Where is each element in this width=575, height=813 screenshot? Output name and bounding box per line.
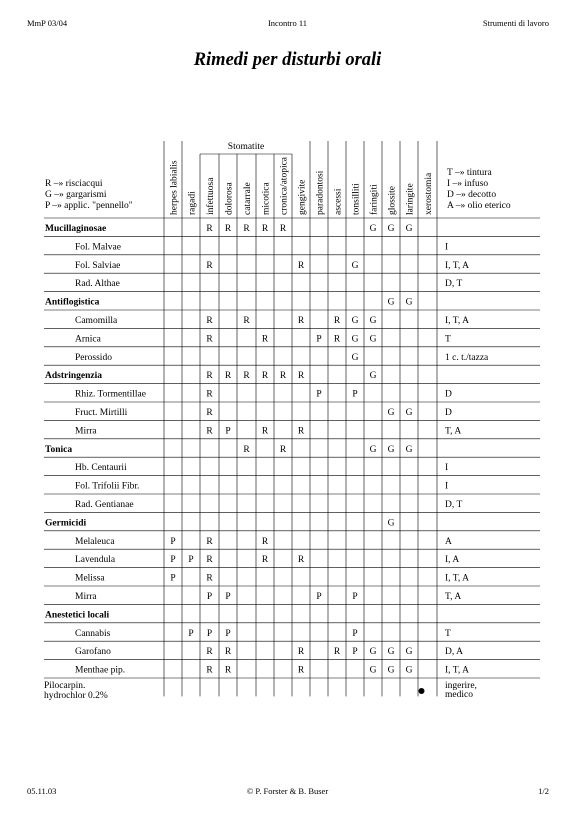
- row-label: Mirra: [75, 592, 97, 602]
- page-title: Rimedi per disturbi orali: [193, 50, 382, 70]
- preparation-cell: T, A: [445, 426, 462, 437]
- table-cell: G: [405, 647, 413, 658]
- column-header: xerostomia: [424, 172, 434, 215]
- table-cell: R: [206, 555, 213, 566]
- column-header: faringiti: [369, 184, 380, 215]
- preparation-cell: D: [445, 408, 452, 418]
- footer-date: 05.11.03: [27, 786, 57, 796]
- legend-right-item: I –» infuso: [447, 179, 489, 189]
- table-cell: G: [351, 334, 359, 345]
- row-label: Garofano: [75, 647, 111, 658]
- row-label: Fol. Trifolii Fibr.: [75, 481, 140, 492]
- table-cell: R: [333, 316, 341, 326]
- table-cell: G: [405, 408, 413, 418]
- table-cell: P: [352, 628, 358, 639]
- row-label: Fol. Malvae: [75, 242, 121, 253]
- group-label: Germicidi: [45, 518, 87, 529]
- group-label: Anestetici locali: [45, 610, 110, 621]
- preparation-cell: D, T: [445, 500, 463, 510]
- header-course-code: MmP 03/04: [27, 18, 68, 28]
- table-cell: R: [279, 371, 287, 382]
- column-header: ragadi: [187, 191, 198, 215]
- preparation-cell: I, T, A: [445, 260, 469, 271]
- table-cell: R: [206, 316, 213, 326]
- table-cell: P: [206, 628, 213, 639]
- column-header: paradontosi: [315, 170, 326, 215]
- preparation-cell: A: [445, 536, 452, 547]
- table-cell: G: [369, 316, 377, 326]
- table-cell: R: [206, 573, 213, 584]
- table-cell: R: [243, 224, 250, 234]
- table-cell: R: [297, 426, 305, 437]
- table-cell: R: [333, 647, 341, 658]
- table-cell: R: [243, 444, 250, 455]
- table-cell: P: [352, 592, 358, 602]
- table-cell: R: [206, 371, 213, 382]
- row-label: Camomilla: [75, 316, 118, 326]
- table-cell: R: [206, 647, 213, 658]
- row-label: Melaleuca: [75, 536, 115, 547]
- table-cell: G: [387, 665, 395, 676]
- column-header: ascessi: [333, 188, 344, 215]
- preparation-cell: I, A: [445, 555, 460, 566]
- table-cell: R: [224, 371, 232, 382]
- table-cell: R: [297, 555, 305, 566]
- group-label: Tonica: [45, 444, 73, 455]
- row-label: Cannabis: [75, 628, 111, 639]
- table-cell: P: [225, 426, 231, 437]
- table-cell: ●: [427, 691, 428, 692]
- table-cell: G: [387, 647, 395, 658]
- table-cell: P: [188, 555, 194, 566]
- table-cell: G: [369, 665, 377, 676]
- row-label: Mirra: [75, 426, 97, 437]
- table-cell: G: [387, 297, 395, 308]
- table-cell: R: [224, 665, 232, 676]
- preparation-cell: D: [445, 389, 452, 400]
- preparation-cell: T: [445, 334, 451, 345]
- group-label: Mucillaginosae: [45, 224, 107, 234]
- legend-left-item: R –» risciacqui: [45, 179, 103, 189]
- table-cell: G: [369, 334, 377, 345]
- row-label: Perossido: [75, 352, 112, 363]
- table-cell: R: [206, 389, 213, 400]
- table-cell: R: [333, 334, 341, 345]
- footer-copyright: © P. Forster & B. Buser: [246, 786, 329, 796]
- preparation-cell: 1 c. t./tazza: [445, 352, 489, 363]
- table-cell: P: [225, 592, 231, 602]
- table-cell: R: [206, 260, 213, 271]
- preparation-cell: T: [445, 628, 451, 639]
- row-label: Rad. Althae: [75, 279, 120, 290]
- row-label: Hb. Centaurii: [75, 463, 127, 474]
- preparation-cell: I, T, A: [445, 316, 469, 326]
- table-cell: P: [188, 628, 194, 639]
- row-label: Fruct. Mirtilli: [75, 408, 128, 418]
- table-cell: G: [387, 518, 395, 529]
- table-cell: R: [261, 334, 269, 345]
- row-label: hydrochlor 0.2%: [44, 691, 108, 701]
- legend-right-item: A –» olio eterico: [447, 201, 511, 211]
- table-cell: R: [261, 426, 269, 437]
- table-cell: R: [206, 536, 213, 547]
- table-cell: R: [206, 665, 213, 676]
- table-cell: G: [405, 224, 413, 234]
- row-label: Rad. Gentianae: [75, 500, 134, 510]
- preparation-cell: I, T, A: [445, 665, 469, 676]
- table-cell: P: [352, 389, 358, 400]
- row-label: Menthae pip.: [75, 665, 126, 676]
- column-header: glossite: [387, 185, 398, 215]
- row-label: Fol. Salviae: [75, 260, 121, 271]
- table-cell: P: [170, 536, 176, 547]
- table-cell: P: [170, 573, 176, 584]
- column-header: laringite: [405, 183, 416, 215]
- table-cell: P: [170, 555, 176, 566]
- header-section: Strumenti di lavoro: [482, 18, 549, 28]
- preparation-cell: I: [445, 242, 449, 253]
- table-cell: P: [316, 334, 322, 345]
- group-label: Adstringenzia: [45, 371, 102, 382]
- column-header: cronica/atopica: [279, 156, 290, 215]
- table-cell: G: [351, 316, 359, 326]
- table-cell: P: [316, 592, 322, 602]
- row-label: Arnica: [75, 334, 101, 345]
- preparation-cell: I, T, A: [445, 573, 469, 584]
- footer-page-number: 1/2: [538, 786, 549, 796]
- legend-right-item: T –» tintura: [447, 168, 492, 178]
- table-cell: G: [369, 371, 377, 382]
- preparation-cell: D, A: [445, 647, 463, 658]
- preparation-cell: ingerire,: [445, 681, 477, 691]
- table-cell: R: [206, 334, 213, 345]
- table-cell: G: [387, 444, 395, 455]
- table-cell: P: [352, 647, 358, 658]
- table-cell: R: [297, 665, 305, 676]
- table-cell: R: [224, 224, 232, 234]
- table-cell: R: [206, 408, 213, 418]
- row-label: Pilocarpin.: [44, 681, 86, 691]
- table-cell: R: [297, 316, 305, 326]
- row-label: Lavendula: [75, 555, 116, 566]
- table-cell: R: [243, 316, 250, 326]
- stomatite-label: Stomatite: [227, 142, 265, 152]
- table-cell: R: [243, 371, 250, 382]
- preparation-cell: T, A: [445, 592, 462, 602]
- column-header: catarrale: [243, 182, 253, 215]
- table-cell: G: [369, 647, 377, 658]
- legend-right-item: D –» decotto: [447, 190, 497, 200]
- table-cell: P: [316, 389, 322, 400]
- column-header: tonsilliti: [351, 183, 362, 215]
- table-cell: R: [224, 647, 232, 658]
- table-cell: R: [297, 371, 305, 382]
- table-cell: G: [405, 444, 413, 455]
- preparation-cell: medico: [445, 690, 473, 700]
- table-cell: R: [261, 555, 269, 566]
- preparation-cell: I: [445, 463, 449, 474]
- table-cell: R: [279, 224, 287, 234]
- table-cell: R: [206, 224, 213, 234]
- table-cell: P: [225, 628, 231, 639]
- table-cell: R: [261, 371, 269, 382]
- table-cell: G: [351, 260, 359, 271]
- dot-marker: [419, 688, 425, 694]
- table-cell: G: [369, 444, 377, 455]
- row-label: Rhiz. Tormentillae: [75, 389, 146, 400]
- preparation-cell: D, T: [445, 279, 463, 290]
- table-cell: R: [297, 647, 305, 658]
- table-cell: G: [405, 297, 413, 308]
- table-cell: G: [387, 224, 395, 234]
- table-cell: G: [351, 352, 359, 363]
- column-header: infettuosa: [206, 177, 216, 215]
- column-header: micotica: [261, 182, 272, 215]
- table-cell: R: [261, 224, 269, 234]
- row-label: Melissa: [75, 573, 105, 584]
- table-cell: R: [279, 444, 287, 455]
- table-cell: G: [369, 224, 377, 234]
- column-header: dolorosa: [224, 182, 235, 215]
- column-header: gengivite: [297, 179, 308, 215]
- column-header: herpes labialis: [169, 160, 180, 215]
- legend-left-item: G –» gargarismi: [45, 190, 107, 200]
- header-session: Incontro 11: [267, 18, 308, 28]
- table-cell: R: [297, 260, 305, 271]
- table-cell: G: [387, 408, 395, 418]
- group-label: Antiflogistica: [45, 297, 100, 308]
- table-cell: R: [261, 536, 269, 547]
- table-cell: R: [206, 426, 213, 437]
- preparation-cell: I: [445, 481, 449, 492]
- table-cell: P: [206, 592, 213, 602]
- table-cell: G: [405, 665, 413, 676]
- legend-left-item: P –» applic. "pennello": [45, 201, 133, 211]
